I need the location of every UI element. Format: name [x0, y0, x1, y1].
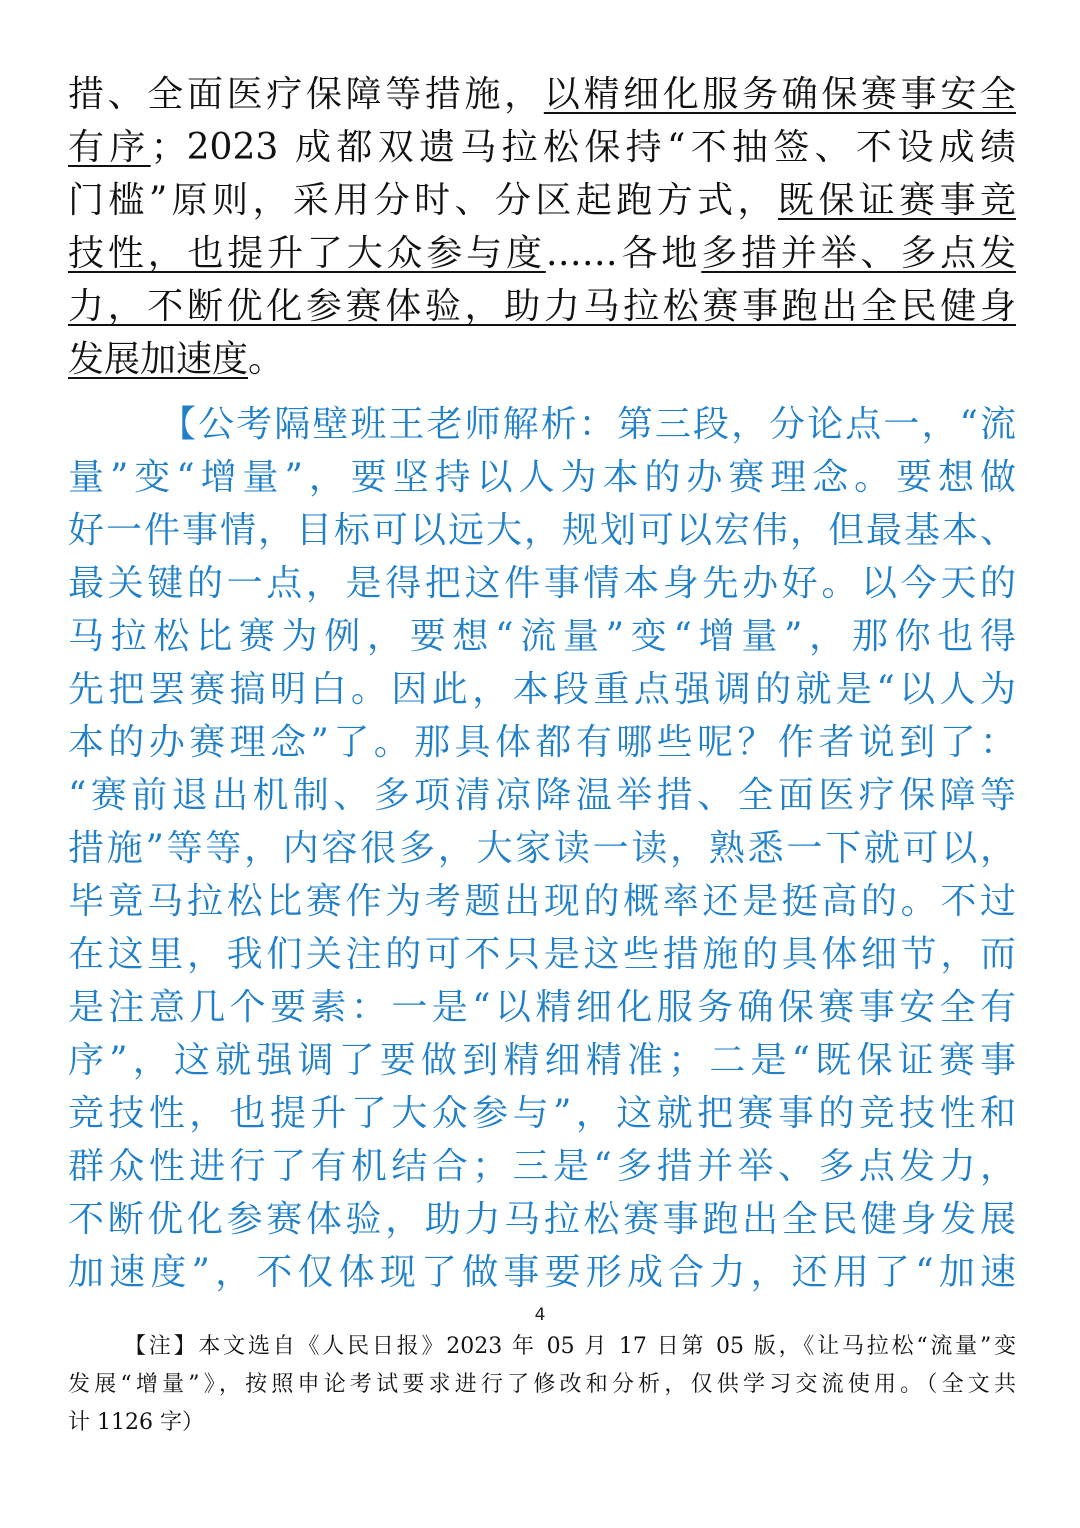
analysis-line: 序”，这就强调了要做到精细精准；二是“既保证赛事: [68, 1040, 1016, 1081]
footnote: [68, 1328, 1016, 1442]
body-line-2: [68, 121, 1016, 174]
underlined-text: 技性，也提升了大众参与度: [68, 233, 546, 274]
analysis-line: 群众性进行了有机结合；三是“多措并举、多点发力，: [68, 1146, 1016, 1187]
underlined-text: 多措并举、多点发: [701, 233, 1016, 274]
footnote-line: 发展“增量”》，按照申论考试要求进行了修改和分析，仅供学习交流使用。（全文共: [68, 1372, 1016, 1397]
analysis-line: 马拉松比赛为例，要想“流量”变“增量”，那你也得: [68, 616, 1016, 657]
body-text: ；2023 成都双遗马拉松保持“不抽签、不设成绩: [150, 127, 1016, 168]
analysis-line: 先把罢赛搞明白。因此，本段重点强调的就是“以人为: [68, 669, 1016, 710]
analysis-line: 【公考隔壁班王老师解析：第三段，分论点一，“流: [160, 404, 1016, 445]
footnote-line: 计 1126 字）: [68, 1410, 204, 1435]
analysis-line: 措施”等等，内容很多，大家读一读，熟悉一下就可以，: [68, 828, 1016, 869]
body-text: 门槛”原则，采用分时、分区起跑方式，: [68, 180, 778, 221]
analysis-line: 好一件事情，目标可以远大，规划可以宏伟，但最基本、: [68, 510, 1016, 551]
underlined-text: 有序: [68, 127, 151, 168]
body-paragraph: [68, 68, 1016, 386]
body-line-4: [68, 227, 1016, 280]
analysis-line: 最关键的一点，是得把这件事情本身先办好。以今天的: [68, 563, 1016, 604]
analysis-line: 竞技性，也提升了大众参与”，这就把赛事的竞技性和: [68, 1093, 1016, 1134]
body-line-3: [68, 174, 1016, 227]
underlined-text: 既保证赛事竞: [777, 180, 1016, 221]
body-text: 措、全面医疗保障等措施，: [68, 74, 544, 115]
body-text: 。: [248, 339, 285, 380]
analysis-line: 量”变“增量”，要坚持以人为本的办赛理念。要想做: [68, 457, 1016, 498]
body-line-6: [68, 333, 1016, 386]
analysis-paragraph: [68, 398, 1016, 1299]
analysis-line: 不断优化参赛体验，助力马拉松赛事跑出全民健身发展: [68, 1199, 1016, 1240]
analysis-line: 毕竟马拉松比赛作为考题出现的概率还是挺高的。不过: [68, 881, 1016, 922]
body-line-5: [68, 280, 1016, 333]
underlined-text: 以精细化服务确保赛事安全: [543, 74, 1016, 115]
body-text: ……各地: [545, 233, 702, 274]
analysis-line: 在这里，我们关注的可不只是这些措施的具体细节，而: [68, 934, 1016, 975]
analysis-line: 加速度”，不仅体现了做事要形成合力，还用了“加速: [68, 1252, 1016, 1293]
body-line-1: [68, 68, 1016, 121]
analysis-line: 本的办赛理念”了。那具体都有哪些呢？作者说到了：: [68, 722, 1016, 763]
underlined-text: 力，不断优化参赛体验，助力马拉松赛事跑出全民健身: [68, 286, 1016, 327]
page-number: 4: [534, 1305, 546, 1325]
underlined-text: 发展加速度: [68, 339, 249, 380]
footnote-line: 【注】本文选自《人民日报》2023 年 05 月 17 日第 05 版，《让马拉松“流量”变: [124, 1334, 1016, 1359]
analysis-line: 是注意几个要素：一是“以精细化服务确保赛事安全有: [68, 987, 1016, 1028]
analysis-line: “赛前退出机制、多项清凉降温举措、全面医疗保障等: [68, 775, 1016, 816]
